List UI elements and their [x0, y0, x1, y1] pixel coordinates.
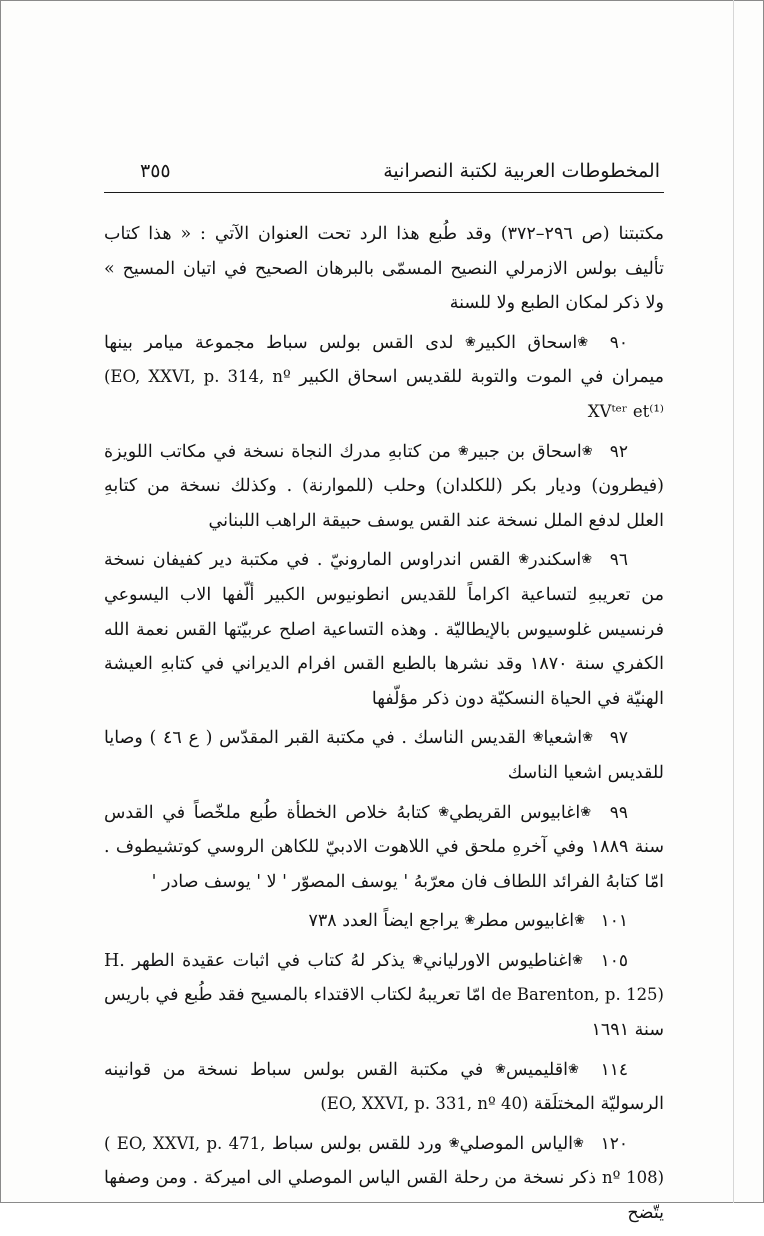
- entry-term: اقليميس: [505, 1059, 568, 1080]
- entry-text: من كتابهِ مدرك النجاة نسخة في مكاتب اللويزة (فيطرون) وديار بكر (للكلدان) وحلب (للموارنة) . وكذلك نسخة من كتابهِ العلل لدفع الملل نسخة عند القس يوسف حبيقة الراهب اللبناني: [104, 441, 664, 531]
- entry-number: ٩٢: [609, 441, 628, 462]
- entry-number: ١٢٠: [600, 1133, 629, 1154]
- entry-number: ١٠١: [600, 911, 628, 932]
- entry-text: يراجع ايضاً العدد ٧٣٨: [308, 911, 459, 932]
- entry-term: اغناطيوس الاورلياني: [423, 950, 573, 971]
- ornament-close-icon: ❀: [438, 804, 450, 820]
- entry-reference: (EO, XXVI, p. 331, nº 40): [320, 1094, 529, 1114]
- ornament-close-icon: ❀: [412, 952, 424, 968]
- ornament-open-icon: ❀: [577, 334, 589, 350]
- entry-90: [104, 326, 664, 430]
- entry-term: اغابيوس مطر: [475, 911, 575, 932]
- entry-reference: (EO, XXVI, p. 314, nº XVᵗᵉʳ et⁽¹⁾: [104, 367, 664, 421]
- entry-99: [104, 796, 664, 900]
- running-title: المخطوطات العربية لكتبة النصرانية: [383, 160, 660, 182]
- entry-number: ٩٩: [609, 802, 628, 823]
- entry-text: كتابهُ خلاص الخطأة طُبع ملخّصاً في القدس سنة ١٨٨٩ وفي آخرهِ ملحق في اللاهوت الادبيّ للكاهن الروسي كوتشيطوف . امّا كتابهُ الفرائد اللطاف فان معرّبهُ ' يوسف المصوّر ' لا ' يوسف صادر ': [104, 802, 664, 892]
- ornament-close-icon: ❀: [448, 1135, 460, 1151]
- entry-reference: de Barenton, p. 125): [491, 985, 664, 1005]
- ornament-close-icon: ❀: [495, 1061, 506, 1077]
- page-body: [104, 217, 664, 1231]
- entry-120: [104, 1127, 664, 1231]
- entry-text: في مكتبة القس بولس سباط نسخة من قوانينه الرسوليّة المختلَقة: [104, 1059, 664, 1115]
- ornament-open-icon: ❀: [581, 552, 593, 568]
- ornament-open-icon: ❀: [582, 730, 594, 746]
- paragraph-text: مكتبتنا (ص ٢٩٦–٣٧٢) وقد طُبع هذا الرد تحت العنوان الآتي : « هذا كتاب تأليف بولس الازمرلي النصيح المسمّى بالبرهان الصحيح في اتيان المسيح » ولا ذكر لمكان الطبع ولا للسنة: [104, 224, 664, 314]
- ornament-open-icon: ❀: [574, 913, 586, 929]
- entry-text-continued: ذكر نسخة من رحلة القس الياس الموصلي الى اميركة . ومن وصفها يتّضح: [104, 1168, 664, 1224]
- entry-101: [104, 904, 664, 939]
- ornament-close-icon: ❀: [532, 730, 544, 746]
- entry-reference: ( EO, XXVI, p. 471, nº 108): [104, 1133, 665, 1188]
- ornament-open-icon: ❀: [580, 804, 592, 820]
- entry-number: ١٠٥: [600, 950, 628, 971]
- ornament-close-icon: ❀: [464, 334, 476, 350]
- page-header: [104, 150, 664, 193]
- ornament-open-icon: ❀: [572, 952, 584, 968]
- entry-text: ورد للقس بولس سباط: [272, 1133, 443, 1154]
- scan-edge-line: [733, 0, 734, 1203]
- entry-number: ٩٠: [609, 332, 628, 353]
- entry-105: [104, 944, 664, 1048]
- entry-number: ٩٦: [609, 550, 628, 571]
- entry-92: [104, 435, 664, 539]
- entry-term: اسحاق الكبير: [475, 332, 578, 353]
- entry-number: ١١٤: [600, 1059, 628, 1080]
- entry-number: ٩٧: [609, 728, 628, 749]
- entry-term: اشعيا: [543, 728, 583, 749]
- ornament-open-icon: ❀: [581, 443, 593, 459]
- book-page: [104, 150, 664, 1236]
- entry-text: يذكر لهُ كتاب في اثبات عقيدة الطهر .H: [104, 950, 405, 971]
- page-number: ٣٥٥: [140, 160, 171, 182]
- entry-96: [104, 543, 664, 716]
- entry-text-continued: امّا تعريبهُ لكتاب الاقتداء بالمسيح فقد طُبع في باريس سنة ١٦٩١: [104, 985, 664, 1041]
- entry-text: القس اندراوس المارونيّ . في مكتبة دير كفيفان نسخة من تعريبهِ لتساعية اكراماً للقديس انطونيوس الكبير ألّفها الاب اليسوعي فرنسيس غلوسيوس بالإيطاليّة . وهذه التساعية اصلح عربيّتها القس نعمة الله الكفري سنة ١٨٧٠ وقد نشرها بالطبع القس افرام الديراني في كتابهِ العيشة الهنيّة في الحياة النسكيّة دون ذكر مؤلّفها: [104, 550, 664, 709]
- ornament-close-icon: ❀: [464, 913, 476, 929]
- entry-term: اغابيوس القريطي: [449, 802, 581, 823]
- ornament-open-icon: ❀: [573, 1135, 584, 1151]
- ornament-close-icon: ❀: [457, 443, 469, 459]
- entry-term: اسكندر: [529, 550, 582, 571]
- entry-text: القديس الناسك . في مكتبة القبر المقدّس ( ع ٤٦ ) وصايا للقديس اشعيا الناسك: [104, 728, 664, 783]
- entry-97: [104, 721, 664, 790]
- entry-114: [104, 1053, 664, 1122]
- entry-term: الياس الموصلي: [459, 1133, 574, 1154]
- intro-paragraph: [104, 217, 664, 321]
- entry-term: اسحاق بن جبير: [468, 441, 582, 462]
- ornament-close-icon: ❀: [518, 552, 530, 568]
- ornament-open-icon: ❀: [567, 1061, 579, 1077]
- entry-text: لدى القس بولس سباط مجموعة ميامر بينها ميمران في الموت والتوبة للقديس اسحاق الكبير: [104, 332, 664, 388]
